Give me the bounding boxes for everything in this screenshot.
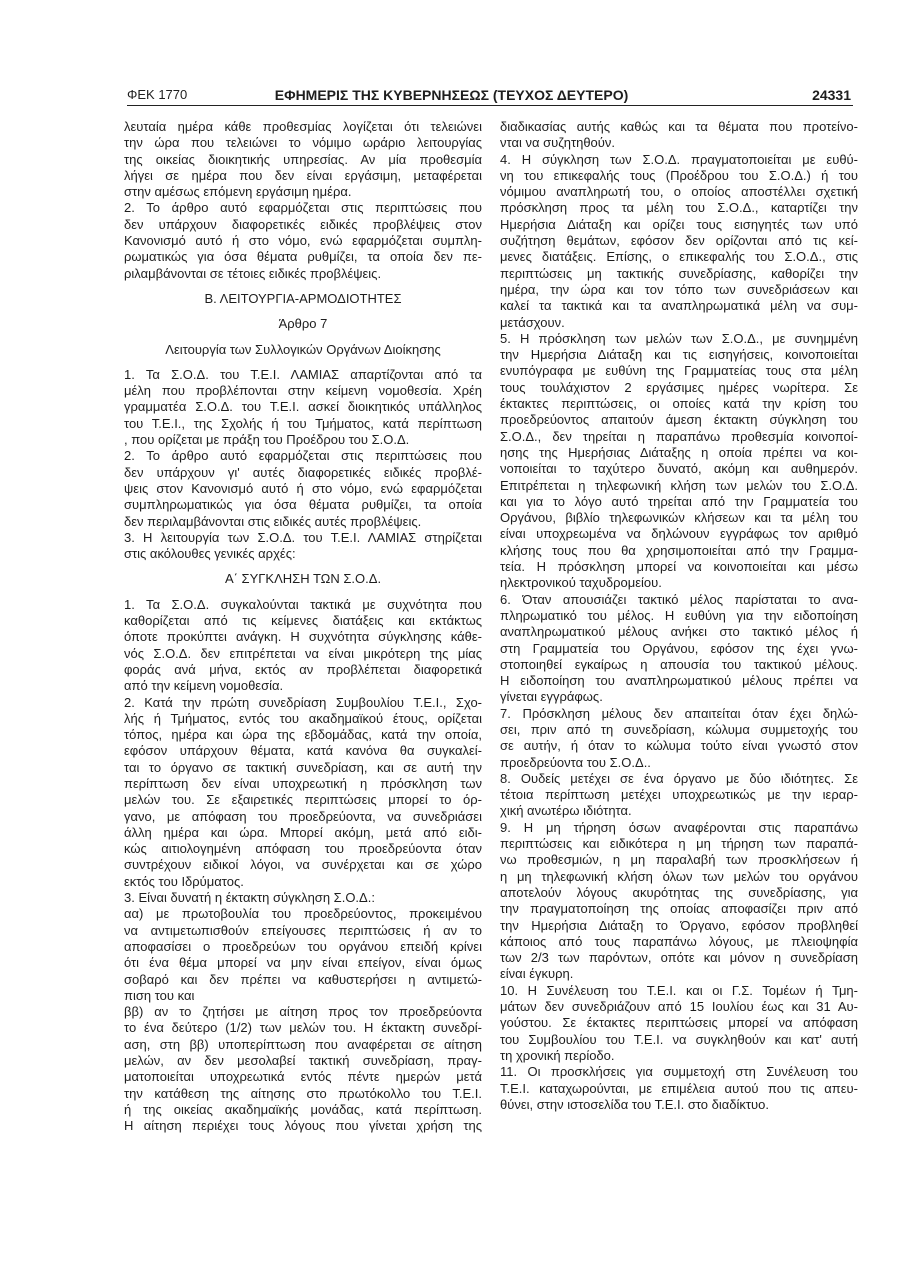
text-line: την ώρα που τελειώνει το νόμιμο ωράριο λειτουργίας <box>124 135 482 151</box>
text-line: άλλη ημέρα και ώρα. Μπορεί ακόμη, μετά από ειδι- <box>124 824 482 840</box>
text-line: Κανονισμό αυτό ή στο νόμο, ενώ εφαρμόζεται συμπλη- <box>124 233 482 249</box>
text-line: προεδρεύοντος απαιτούν άμεση έκτακτη σύγκληση του <box>500 412 858 428</box>
text-line: δεν υπάρχουν διαφορετικές ειδικές προβλέψεις στον <box>124 216 482 232</box>
text-line: στην αμέσως επόμενη εργάσιμη ημέρα. <box>124 184 352 200</box>
text-line: τέτοια περίπτωση μετέχει υποχρεωτικώς με την ιεραρ- <box>500 787 858 803</box>
text-line: όποτε προκύπτει ανάγκη. Η συχνότητα σύγκλησης κάθε- <box>124 629 482 645</box>
text-line: ρωματικώς για όσα θέματα ρυθμίζει, τα οποία δεν πε- <box>124 249 482 265</box>
text-line: ότι ένα θέμα μπορεί να μην είναι επείγον, είναι όμως <box>124 955 482 971</box>
text-line: της οικείας διοικητικής υπηρεσίας. Αν μία προθεσμία <box>124 151 482 167</box>
text-line: μελών, αν δεν μεσολαβεί τακτική συνεδρίαση, πραγ- <box>124 1053 482 1069</box>
text-line: μετάσχουν. <box>500 314 565 330</box>
text-line: γούστου. Σε έκτακτες περιπτώσεις μπορεί να απόφαση <box>500 1015 858 1031</box>
text-line: φοράς ανά μήνα, εκτός αν προβλέπεται διαφορετικά <box>124 661 482 677</box>
text-line: κλήσης τους που θα χρησιμοποιείται από την Γραμμα- <box>500 542 858 558</box>
text-line: Η ειδοποίηση του αναπληρωματικού μέλους πρέπει να <box>500 673 858 689</box>
text-line: καθορίζεται από τις κείμενες διατάξεις και εκτάκτως <box>124 613 482 629</box>
text-line: την Ημερήσια Διάταξη το Όργανο, εφόσον προβληθεί <box>500 917 858 933</box>
text-line: εκτός του Ιδρύματος. <box>124 873 244 889</box>
right-column <box>500 119 858 1113</box>
text-line: η μη τηλεφωνική κλήση όλων των μελών του οργάνου <box>500 868 858 884</box>
spacer <box>124 588 482 597</box>
text-line: νοποιείται το ταχύτερο δυνατό, ακόμη και αυθημερόν. <box>500 461 858 477</box>
text-line: συμπληρωματικώς για όσα θέματα ρυθμίζει, τα οποία <box>124 497 482 513</box>
text-line: περιπτώσεις και ειδικότερα η μη τήρηση των παραπά- <box>500 836 858 852</box>
text-line: πιση του και <box>124 987 195 1003</box>
section-heading: Άρθρο 7 <box>278 316 328 332</box>
text-line: νη του επικεφαλής τους (Προέδρου του Σ.Ο.Δ.) ή του <box>500 167 858 183</box>
text-line: τη χρονική περίοδο. <box>500 1047 615 1063</box>
text-line: μελών του. Σε εξαιρετικές περιπτώσεις μπορεί το όρ- <box>124 792 482 808</box>
text-line: σε αυτήν, ή όταν το κώλυμα τούτο είναι γνωστό στον <box>500 738 858 754</box>
text-line: 10. Η Συνέλευση του Τ.Ε.Ι. και οι Γ.Σ. Τομέων ή Τμη- <box>500 982 858 998</box>
text-line: 5. Η πρόσκληση των μελών των Σ.Ο.Δ., με συνημμένη <box>500 330 858 346</box>
issue-number: ΦΕΚ 1770 <box>127 87 188 102</box>
text-line: δεν περιλαμβάνονται στις ειδικές αυτές προβλέψεις. <box>124 513 422 529</box>
spacer <box>124 358 482 367</box>
spacer <box>124 562 482 571</box>
text-line: τεία. Η πρόσκληση μπορεί να κοινοποιείται και μέσω <box>500 559 858 575</box>
section-heading: Λειτουργία των Συλλογικών Οργάνων Διοίκησης <box>165 341 441 357</box>
text-line: σοβαρό και δεν πρέπει να καθυστερήσει η αντιμετώ- <box>124 971 482 987</box>
text-line: κάποιος από τους παραπάνω λόγους, με πλειοψηφία <box>500 933 858 949</box>
text-line: ψεις στον Κανονισμό αυτό ή στο νόμο, ενώ εφαρμόζεται <box>124 480 482 496</box>
text-line: ησης της Ημερήσιας Διάταξης η οποία πρέπει να κοι- <box>500 444 858 460</box>
text-line: του Τ.Ε.Ι., της Σχολής ή του Τμήματος, κατά περίπτωση <box>124 415 482 431</box>
text-line: τους τουλάχιστον 2 εργάσιμες ημέρες νωρίτερα. Σε <box>500 379 858 395</box>
text-line: 1. Τα Σ.Ο.Δ. συγκαλούνται τακτικά με συχνότητα που <box>124 596 482 612</box>
page-number: 24331 <box>812 87 851 103</box>
text-line: ματοποιείται υποχρεωτικά εντός πέντε ημερών μετά <box>124 1069 482 1085</box>
text-line: των 2/3 των παρόντων, οπότε και μόνον η συνεδρίαση <box>500 950 858 966</box>
section-heading: Β. ΛΕΙΤΟΥΡΓΙΑ-ΑΡΜΟΔΙΟΤΗΤΕΣ <box>204 290 402 306</box>
text-line: αα) με πρωτοβουλία του προεδρεύοντος, προκειμένου <box>124 906 482 922</box>
text-line: την Ημερήσια Διάταξη και τις εισηγήσεις, κοινοποιείται <box>500 347 858 363</box>
text-line: λευταία ημέρα κάθε προθεσμίας λογίζεται ότι τελειώνει <box>124 119 482 134</box>
text-line: του Συμβουλίου του Τ.Ε.Ι. να συγκληθούν και κατ' αυτή <box>500 1031 858 1047</box>
text-line: περιπτώσεις μη τακτικής συνεδρίασης, καθορίζει την <box>500 265 858 281</box>
text-line: 2. Το άρθρο αυτό εφαρμόζεται στις περιπτώσεις που <box>124 448 482 464</box>
text-line: νός Σ.Ο.Δ. δεν επιτρέπεται να είναι μικρότερη της μίας <box>124 645 482 661</box>
text-line: στη Γραμματεία του Οργάνου, εφόσον της έχει γνω- <box>500 640 858 656</box>
header-rule <box>127 105 853 106</box>
text-line: από την κείμενη νομοθεσία. <box>124 678 284 694</box>
text-line: είναι υποχρεωμένα να δηλώνουν εγγράφως τον αριθμό <box>500 526 858 542</box>
text-line: εφόσον υπάρχουν θέματα, κατά κανόνα θα συγκαλεί- <box>124 743 482 759</box>
text-line: είναι έγκυρη. <box>500 966 574 982</box>
text-line: 11. Οι προσκλήσεις για συμμετοχή στη Συνέλευση του <box>500 1064 858 1080</box>
text-line: νται να συζητηθούν. <box>500 135 616 151</box>
text-line: και για το λόγο αυτό τηρείται από την Γραμματεία του <box>500 493 858 509</box>
text-line: ται το όργανο σε τακτική συνεδρίαση, και σε αυτή την <box>124 759 482 775</box>
text-line: γραμματέα Σ.Ο.Δ. του Τ.Ε.Ι. ασκεί διοικητικός υπάλληλος <box>124 399 482 415</box>
text-line: 8. Ουδείς μετέχει σε ένα όργανο με δύο ιδιότητες. Σε <box>500 770 858 786</box>
text-line: πρόσκληση προς τα μέλη του Σ.Ο.Δ., καταρτίζει την <box>500 200 858 216</box>
text-line: καλεί τα τακτικά και τα αναπληρωματικά μέλη να συμ- <box>500 298 858 314</box>
text-line: πληρωματικό του μέλος. Η ευθύνη για την ειδοποίηση <box>500 607 858 623</box>
text-line: 2. Κατά την πρώτη συνεδρίαση Συμβουλίου Τ.Ε.Ι., Σχο- <box>124 694 482 710</box>
text-line: την κατάθεση της αίτησης στο πρωτόκολλο του Τ.Ε.Ι. <box>124 1085 482 1101</box>
spacer <box>124 307 482 316</box>
text-line: ενυπόγραφα με ευθύνη της Γραμματείας τους στα μέλη <box>500 363 858 379</box>
text-line: ή της οικείας ακαδημαϊκής μονάδας, κατά περίπτωση. <box>124 1101 482 1117</box>
text-line: στοποιηθεί εγκαίρως η απουσία του τακτικού μέλους. <box>500 656 858 672</box>
text-line: την πραγματοποίηση της οποίας αποφασίζει πριν από <box>500 901 858 917</box>
text-line: λήγει σε ημέρα που δεν είναι εργάσιμη, μεταφέρεται <box>124 167 482 183</box>
text-line: ββ) αν το ζητήσει με αίτηση προς τον προεδρεύοντα <box>124 1004 482 1020</box>
text-line: περίπτωση δεν είναι υποχρεωτική η πρόσκληση των <box>124 775 482 791</box>
text-line: Η αίτηση περιέχει τους λόγους που γίνεται χρήση της <box>124 1118 482 1134</box>
text-line: στις ακόλουθες γενικές αρχές: <box>124 546 296 562</box>
left-column <box>124 119 482 1135</box>
text-line: έκτακτες περιπτώσεις, οι οποίες κατά την κρίση του <box>500 396 858 412</box>
text-line: 4. Η σύγκληση των Σ.Ο.Δ. πραγματοποιείται με ευθύ- <box>500 151 858 167</box>
text-line: γανο, με απόφαση του προεδρεύοντα, να συνεδριάσει <box>124 808 482 824</box>
text-line: ηλεκτρονικού ταχυδρομείου. <box>500 575 662 591</box>
spacer <box>124 282 482 291</box>
text-line: 7. Πρόσκληση μέλους δεν απαιτείται όταν έχει δηλώ- <box>500 705 858 721</box>
text-line: αποφασίσει ο προεδρεύων του οργάνου επειδή κρίνει <box>124 938 482 954</box>
text-line: Τ.Ε.Ι. καταχωρούνται, με επιμέλεια αυτού που τις απευ- <box>500 1080 858 1096</box>
text-line: νω προθεσμιών, η μη παραλαβή των προσκλήσεων ή <box>500 852 858 868</box>
text-line: συντρέχουν ειδικοί λόγοι, να συνέρχεται και σε χώρο <box>124 857 482 873</box>
text-line: συζήτηση θεμάτων, εφόσον δεν ορίζονται από τις κεί- <box>500 233 858 249</box>
text-line: μάτων δεν συνεδριάζουν από 15 Ιουλίου έως και 31 Αυ- <box>500 999 858 1015</box>
text-line: 9. Η μη τήρηση όσων αναφέρονται στις παραπάνω <box>500 819 858 835</box>
text-line: 2. Το άρθρο αυτό εφαρμόζεται στις περιπτώσεις που <box>124 200 482 216</box>
text-line: σει, πριν από τη συνεδρίαση, κώλυμα συμμετοχής του <box>500 721 858 737</box>
text-line: μενες διατάξεις. Επίσης, ο επικεφαλής του Σ.Ο.Δ., στις <box>500 249 858 265</box>
text-line: το ένα δεύτερο (1/2) των μελών του. Η έκτακτη συνεδρί- <box>124 1020 482 1036</box>
text-line: γίνεται εγγράφως. <box>500 689 603 705</box>
text-line: Ημερήσια Διάταξη και ορίζει τους εισηγητές των υπό <box>500 216 858 232</box>
text-line: να αντιμετωπισθούν επείγουσες περιπτώσεις ή αν το <box>124 922 482 938</box>
text-line: κώς αιτιολογημένη απόφαση του προεδρεύοντα όταν <box>124 841 482 857</box>
text-line: αση, στη ββ) υποπερίπτωση που αναφέρεται σε αίτηση <box>124 1036 482 1052</box>
text-line: χική ανωτέρω ιδιότητα. <box>500 803 632 819</box>
text-line: ημέρα, την ώρα και τον τόπο των συνεδριάσεων και <box>500 281 858 297</box>
text-line: Οργάνου, βιβλίο τηλεφωνικών κλήσεων και τα μέλη του <box>500 510 858 526</box>
text-line: τόπος, ημέρα και ώρα της εβδομάδας, κατά την οποία, <box>124 727 482 743</box>
text-line: λής ή Τμήματος, εντός του ακαδημαϊκού έτους, ορίζεται <box>124 710 482 726</box>
text-line: 6. Όταν απουσιάζει τακτικό μέλος παρίσταται το ανα- <box>500 591 858 607</box>
text-line: διαδικασίας αυτής καθώς και τα θέματα που προτείνο- <box>500 119 858 134</box>
text-line: θύνει, στην ιστοσελίδα του Τ.Ε.Ι. στο διαδίκτυο. <box>500 1096 769 1112</box>
section-heading: Α΄ ΣΥΓΚΛΗΣΗ ΤΩΝ Σ.Ο.Δ. <box>224 571 382 587</box>
spacer <box>124 333 482 342</box>
text-line: προεδρεύοντα του Σ.Ο.Δ.. <box>500 754 651 770</box>
text-line: νόμιμου αναπληρωτή του, ο οποίος αποστέλλει σχετική <box>500 184 858 200</box>
text-line: Σ.Ο.Δ., δεν τηρείται η παραπάνω προθεσμία κοινοποί- <box>500 428 858 444</box>
gazette-title: ΕΦΗΜΕΡΙΣ ΤΗΣ ΚΥΒΕΡΝΗΣΕΩΣ (ΤΕΥΧΟΣ ΔΕΥΤΕΡΟ) <box>274 87 629 103</box>
text-line: 3. Είναι δυνατή η έκτακτη σύγκληση Σ.Ο.Δ.: <box>124 890 375 906</box>
text-line: αποτελούν λόγους ακυρότητας της συνεδρίασης, για <box>500 884 858 900</box>
text-line: 1. Τα Σ.Ο.Δ. του Τ.Ε.Ι. ΛΑΜΙΑΣ απαρτίζονται από τα <box>124 366 482 382</box>
text-line: αναπληρωματικού μέλους ανήκει στο τακτικό μέλος ή <box>500 624 858 640</box>
text-line: ριλαμβάνονται σε τέτοιες ειδικές προβλέψεις. <box>124 265 382 281</box>
text-line: δεν υπάρχουν γι' αυτές διαφορετικές ειδικές προβλέ- <box>124 464 482 480</box>
text-line: μέλη που προβλέπονται στην κείμενη νομοθεσία. Χρέη <box>124 383 482 399</box>
text-line: , που ορίζεται με πράξη του Προέδρου του Σ.Ο.Δ. <box>124 432 410 448</box>
text-line: 3. Η λειτουργία των Σ.Ο.Δ. του Τ.Ε.Ι. ΛΑΜΙΑΣ στηρίζεται <box>124 529 482 545</box>
text-line: Επιτρέπεται η τηλεφωνική κλήση των μελών του Σ.Ο.Δ. <box>500 477 858 493</box>
